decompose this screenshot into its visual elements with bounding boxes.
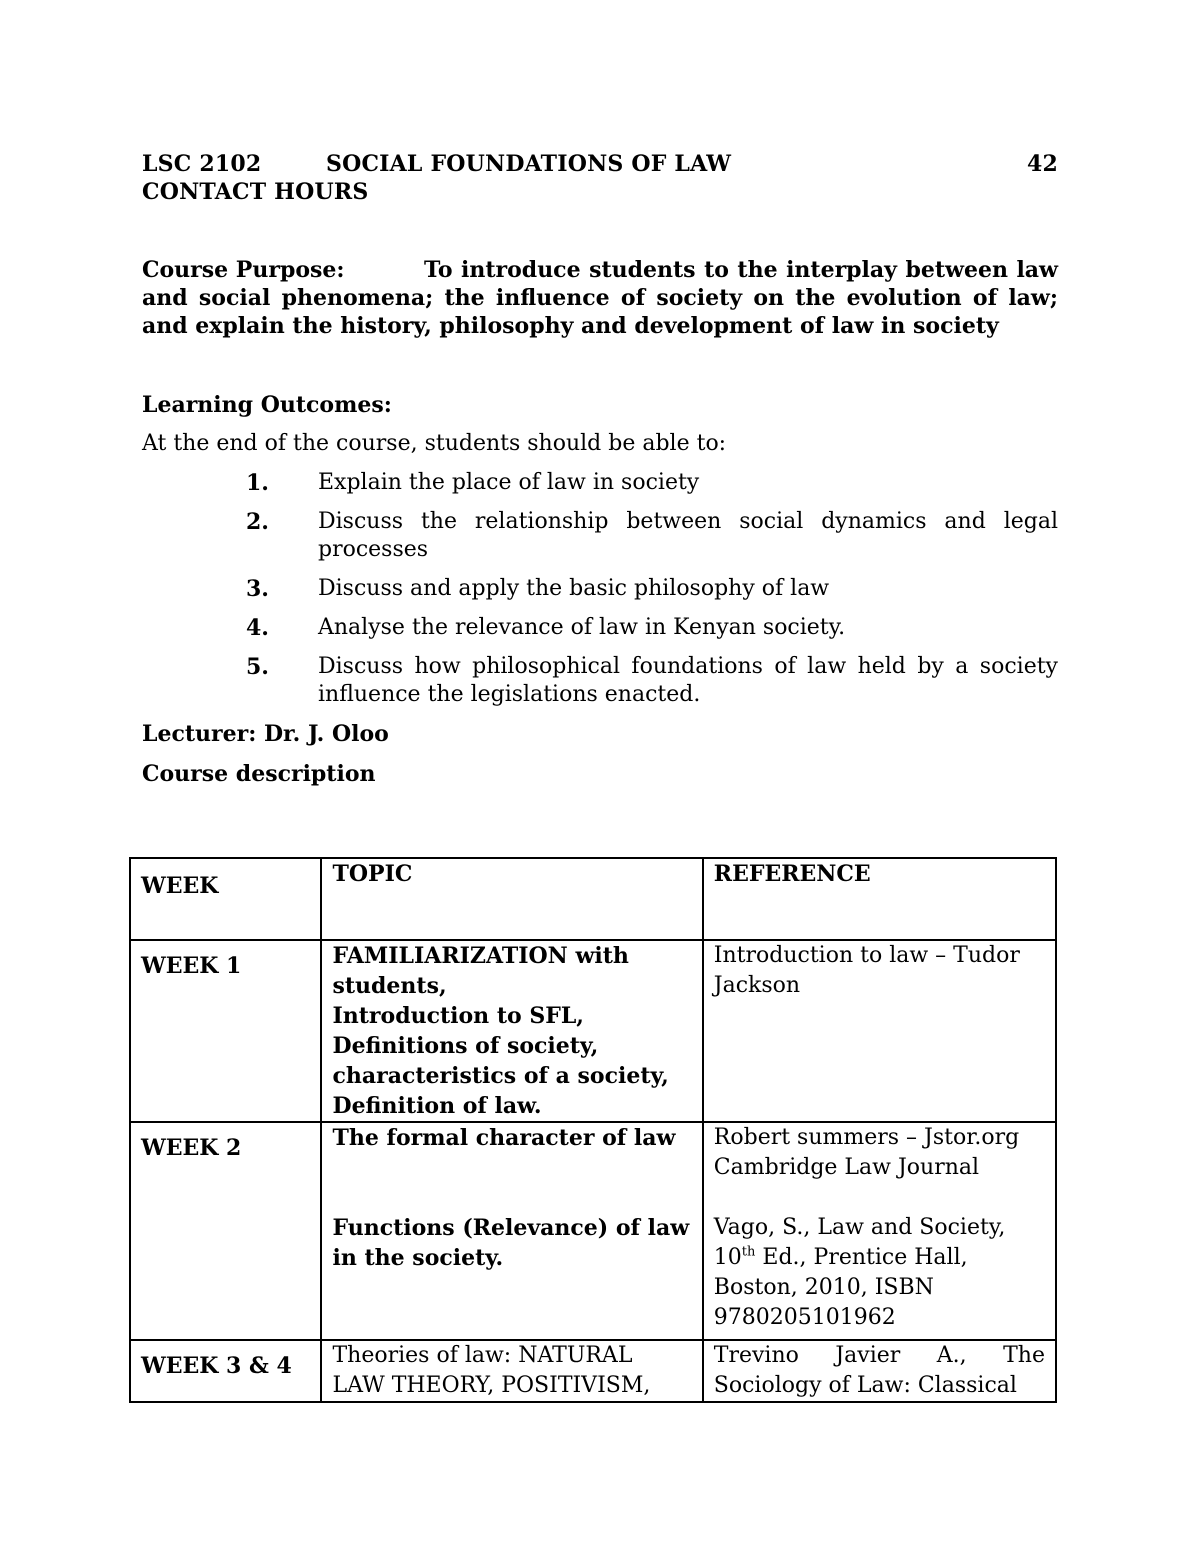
list-item-number: 1.	[246, 470, 269, 496]
topic-line: LAW THEORY, POSITIVISM,	[332, 1373, 651, 1398]
list-item	[142, 575, 1058, 603]
week-cell: WEEK 1	[130, 940, 321, 1122]
reference-text: Vago, S., Law and Society, 10	[713, 1215, 1006, 1270]
list-item-text: Explain the place of law in society	[318, 470, 700, 495]
reference-cell	[703, 1340, 1056, 1402]
contact-hours-number: 42	[1026, 151, 1058, 177]
reference-line: Introduction to law – Tudor Jackson	[713, 943, 1020, 998]
learning-outcomes-list	[142, 469, 1058, 709]
course-description-heading: Course description	[142, 761, 376, 787]
table-row	[130, 940, 1056, 1122]
learning-outcomes-heading: Learning Outcomes:	[142, 392, 392, 418]
reference-line: Trevino Javier A., The	[713, 1343, 1045, 1368]
week-cell: WEEK 3 & 4	[130, 1340, 321, 1402]
topic-line: FAMILIARIZATION with students,	[332, 943, 629, 999]
reference-line: Cambridge Law Journal	[713, 1155, 980, 1180]
topic-line: Functions (Relevance) of law in the society.	[332, 1215, 690, 1271]
topic-spacer	[332, 1183, 691, 1213]
list-item	[142, 508, 1058, 564]
week-cell: WEEK 2	[130, 1122, 321, 1340]
course-purpose-label: Course Purpose:	[142, 257, 345, 283]
list-item-number: 3.	[246, 576, 269, 602]
header-topic: TOPIC	[321, 858, 702, 940]
topic-line: Definitions of society,	[332, 1033, 599, 1059]
topic-line: Introduction to SFL,	[332, 1003, 584, 1029]
reference-spacer	[714, 1183, 1045, 1213]
list-item	[142, 653, 1058, 709]
learning-outcomes-intro: At the end of the course, students should be able to:	[142, 431, 727, 456]
reference-line	[714, 1213, 1045, 1333]
reference-cell	[703, 1122, 1056, 1340]
course-purpose-text: To introduce students to the interplay between law and social phenomena; the influence of society on the evolution of law; and explain the history, philosophy and development of law in society	[142, 257, 1058, 339]
reference-line: Sociology of Law: Classical	[713, 1373, 1017, 1398]
topic-line: Definition of law.	[332, 1093, 542, 1119]
course-header	[142, 150, 1058, 178]
list-item-text: Analyse the relevance of law in Kenyan society.	[318, 615, 846, 640]
table-header-row	[130, 858, 1056, 940]
topic-cell	[321, 940, 702, 1122]
list-item-number: 2.	[246, 509, 269, 535]
list-item	[142, 614, 1058, 642]
reference-cell	[703, 940, 1056, 1122]
reference-line: Robert summers – Jstor.org	[713, 1125, 1020, 1150]
table-row	[130, 1122, 1056, 1340]
document-page	[142, 150, 1058, 788]
topic-line: characteristics of a society,	[332, 1063, 669, 1089]
list-item-text: Discuss and apply the basic philosophy of law	[318, 576, 830, 601]
header-week: WEEK	[130, 858, 321, 940]
list-item-number: 5.	[246, 654, 269, 680]
lecturer: Lecturer: Dr. J. Oloo	[142, 721, 389, 747]
course-title: SOCIAL FOUNDATIONS OF LAW	[326, 151, 732, 177]
table-row	[130, 1340, 1056, 1402]
topic-spacer	[332, 1153, 691, 1183]
topic-cell	[321, 1340, 702, 1402]
list-item	[142, 469, 1058, 497]
topic-line: The formal character of law	[332, 1125, 676, 1151]
reference-text: Ed., Prentice Hall, Boston, 2010, ISBN 9780205101962	[713, 1245, 968, 1330]
topic-line: Theories of law: NATURAL	[332, 1343, 633, 1368]
list-item-number: 4.	[246, 615, 269, 641]
course-schedule-table	[129, 857, 1057, 1403]
course-code: LSC 2102	[142, 151, 262, 177]
topic-cell	[321, 1122, 702, 1340]
reference-superscript: th	[741, 1244, 756, 1260]
contact-hours-label: CONTACT HOURS	[142, 179, 369, 205]
list-item-text: Discuss the relationship between social dynamics and legal processes	[318, 509, 1058, 562]
course-purpose	[142, 256, 1058, 340]
list-item-text: Discuss how philosophical foundations of law held by a society influence the legislations enacted.	[318, 654, 1058, 707]
header-reference: REFERENCE	[703, 858, 1056, 940]
